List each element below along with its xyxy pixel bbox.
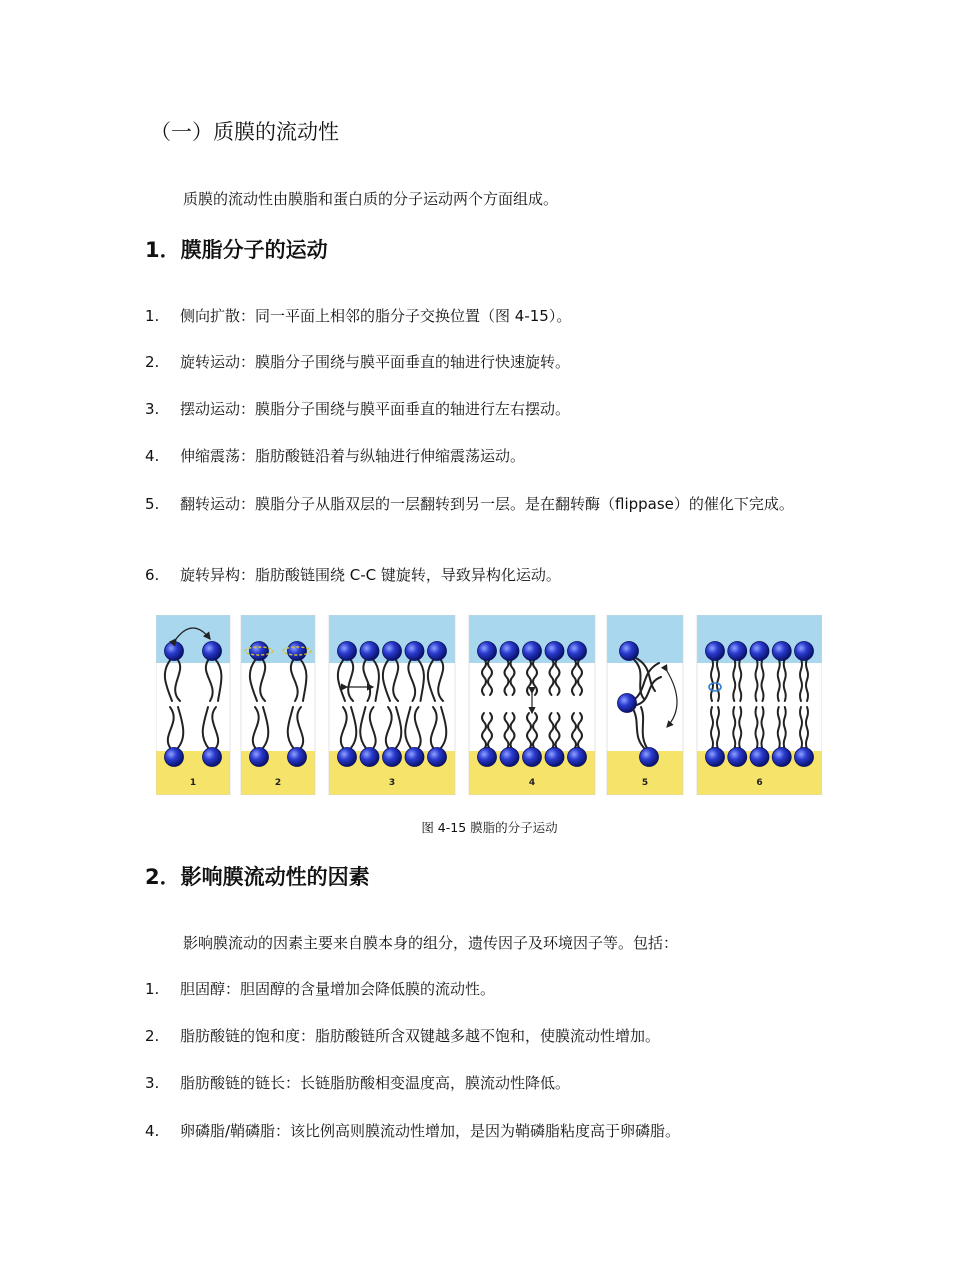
lipid-head: [428, 642, 447, 661]
list-item-number: 4.: [145, 447, 160, 465]
list-item-number: 5.: [145, 495, 160, 513]
figure-panel-4: [469, 615, 595, 795]
lipid-head: [250, 748, 269, 767]
lipid-head: [360, 748, 379, 767]
lipid-head: [288, 748, 307, 767]
list-item-number: 6.: [145, 566, 160, 584]
lipid-head: [545, 642, 564, 661]
list-item-text: 伸缩震荡：脂肪酸链沿着与纵轴进行伸缩震荡运动。: [180, 447, 526, 465]
panel-label: 2: [274, 778, 282, 788]
lipid-head: [706, 748, 725, 767]
lipid-head: [288, 642, 307, 661]
lipid-head: [750, 748, 769, 767]
lipid-head: [338, 642, 357, 661]
list-item-text: 卵磷脂/鞘磷脂：该比例高则膜流动性增加，是因为鞘磷脂粘度高于卵磷脂。: [180, 1122, 681, 1140]
panel-label: 5: [641, 778, 649, 788]
lipid-head: [360, 642, 379, 661]
list-item-number: 4.: [145, 1122, 160, 1140]
lipid-head: [568, 642, 587, 661]
factors-intro-paragraph: 影响膜流动的因素主要来自膜本身的组分，遗传因子及环境因子等。包括：: [183, 934, 679, 952]
lipid-head: [405, 748, 424, 767]
lipid-head: [405, 642, 424, 661]
figure-caption: 图 4-15 膜脂的分子运动: [421, 820, 558, 835]
list-item-number: 1.: [145, 307, 160, 325]
list-item-number: 2.: [145, 353, 160, 371]
lipid-head: [523, 642, 542, 661]
list-item-number: 1.: [145, 980, 160, 998]
lipid-head: [428, 748, 447, 767]
lipid-motion-figure: [156, 615, 822, 795]
list-item-text: 旋转运动：膜脂分子围绕与膜平面垂直的轴进行快速旋转。: [180, 353, 571, 371]
lipid-head: [795, 642, 814, 661]
list-item-text: 脂肪酸链的饱和度：脂肪酸链所含双键越多越不饱和，使膜流动性增加。: [180, 1027, 661, 1045]
lipid-head: [203, 642, 222, 661]
lipid-head: [728, 748, 747, 767]
lipid-head: [620, 642, 639, 661]
lipid-head: [478, 748, 497, 767]
panel-label: 4: [528, 778, 536, 788]
figure-panel-1: [156, 615, 230, 795]
lipid-head: [500, 748, 519, 767]
figure-panel-6: [697, 615, 822, 795]
list-item-number: 2.: [145, 1027, 160, 1045]
lipid-head: [640, 748, 659, 767]
intro-paragraph: 质膜的流动性由膜脂和蛋白质的分子运动两个方面组成。: [183, 190, 559, 208]
lipid-head: [772, 642, 791, 661]
lipid-head: [568, 748, 587, 767]
lipid-head: [545, 748, 564, 767]
lipid-head: [478, 642, 497, 661]
lipid-head: [728, 642, 747, 661]
lipid-head: [383, 642, 402, 661]
figure-panel-2: [241, 615, 315, 795]
lipid-head: [706, 642, 725, 661]
lipid-head: [165, 642, 184, 661]
list-item-text: 旋转异构：脂肪酸链围绕 C-C 键旋转，导致异构化运动。: [180, 566, 561, 584]
list-item-text: 翻转运动：膜脂分子从脂双层的一层翻转到另一层。是在翻转酶（flippase）的催化下完成。: [180, 495, 794, 513]
lipid-head: [203, 748, 222, 767]
lipid-head: [523, 748, 542, 767]
lipid-head: [165, 748, 184, 767]
list-item-text: 胆固醇：胆固醇的含量增加会降低膜的流动性。: [180, 980, 496, 998]
list-item-text: 侧向扩散：同一平面上相邻的脂分子交换位置（图 4-15）。: [180, 307, 572, 325]
subsection-title-fluidity-factors: 2．影响膜流动性的因素: [145, 865, 370, 889]
lipid-head: [750, 642, 769, 661]
list-item-number: 3.: [145, 1074, 160, 1092]
subsection-title-lipid-motion: 1．膜脂分子的运动: [145, 238, 328, 262]
list-item-text: 摆动运动：膜脂分子围绕与膜平面垂直的轴进行左右摆动。: [180, 400, 571, 418]
lipid-head: [250, 642, 269, 661]
panel-label: 1: [189, 778, 197, 788]
list-item-number: 3.: [145, 400, 160, 418]
lipid-head: [772, 748, 791, 767]
lipid-head: [338, 748, 357, 767]
panel-label: 6: [756, 778, 763, 788]
panel-label: 3: [388, 778, 396, 788]
lipid-head: [795, 748, 814, 767]
lipid-head: [383, 748, 402, 767]
section-title: （一）质膜的流动性: [150, 120, 339, 144]
figure-panel-3: [329, 615, 455, 795]
figure-panel-5: [607, 615, 683, 795]
list-item-text: 脂肪酸链的链长：长链脂肪酸相变温度高，膜流动性降低。: [180, 1074, 571, 1092]
lipid-head: [500, 642, 519, 661]
